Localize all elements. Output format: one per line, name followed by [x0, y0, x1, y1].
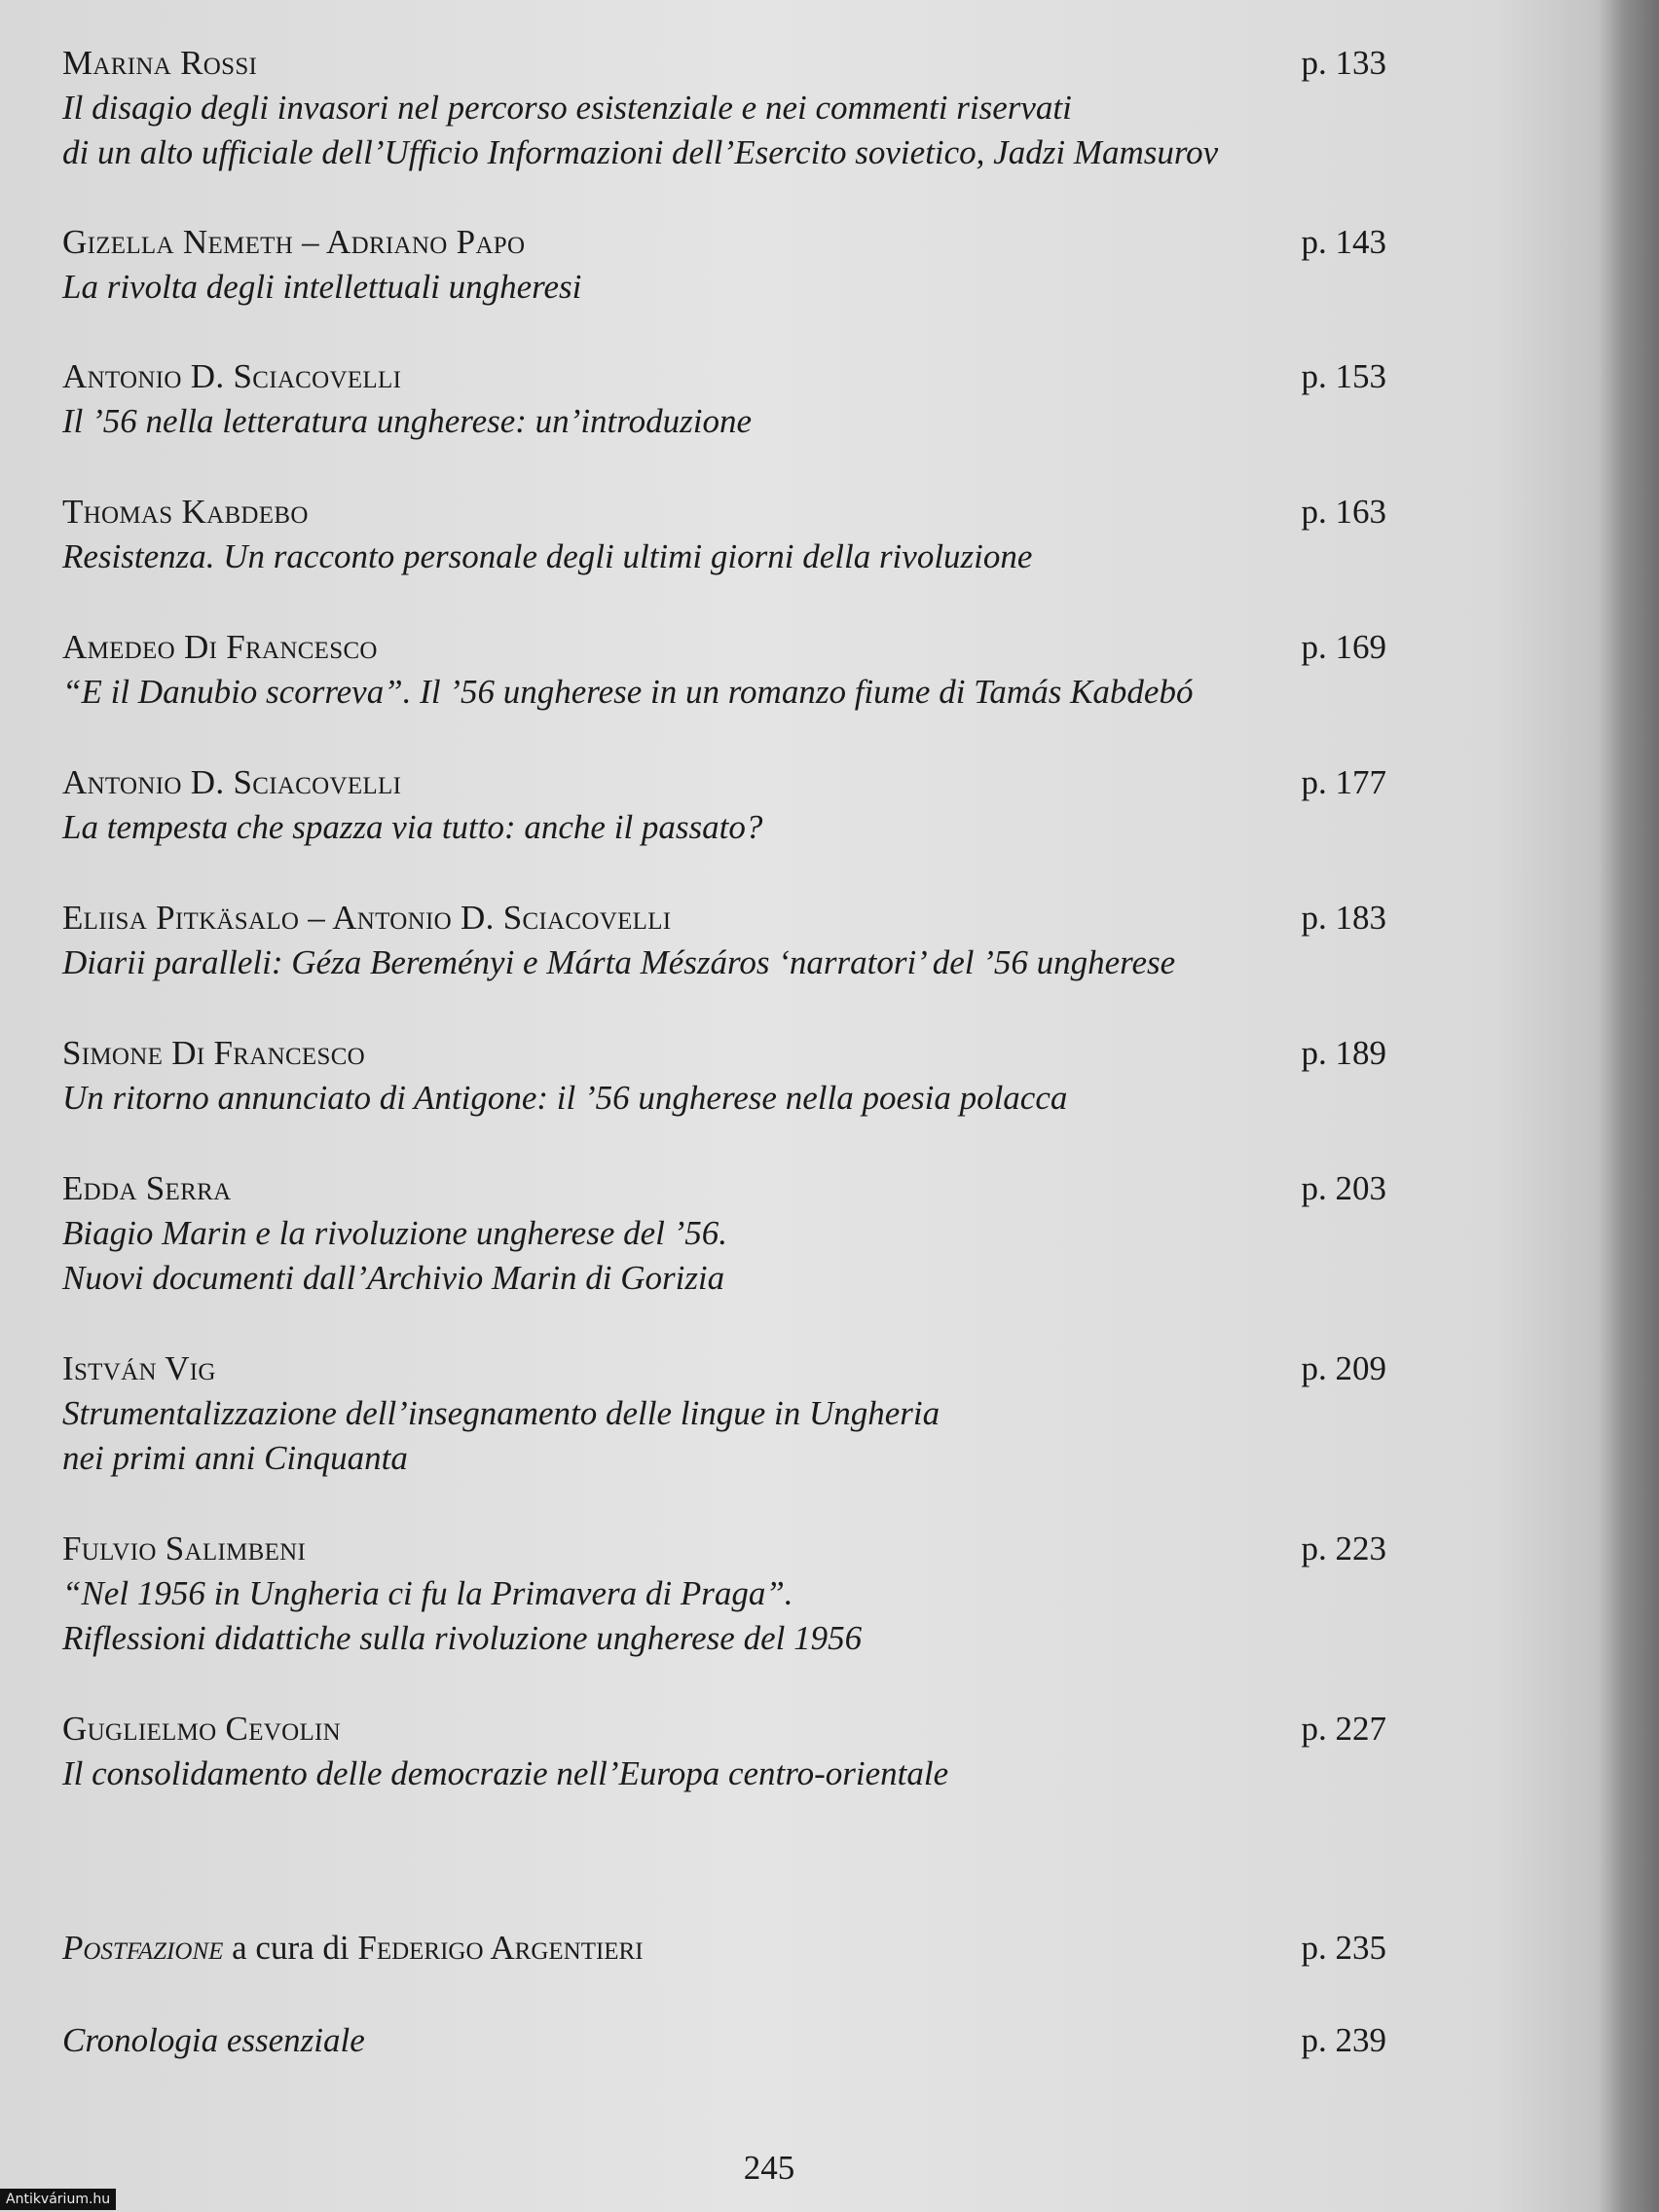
- toc-page-ref: p. 209: [1301, 1349, 1386, 1387]
- postfazione-page: p. 235: [1301, 1929, 1386, 1967]
- toc-page-ref: p. 203: [1301, 1169, 1386, 1207]
- toc-title-line: Biagio Marin e la rivoluzione ungherese del ’56.: [62, 1214, 728, 1252]
- toc-title-line: Strumentalizzazione dell’insegnamento delle lingue in Ungheria: [62, 1394, 940, 1432]
- toc-author: Antonio D. Sciacovelli: [62, 357, 402, 395]
- toc-title-line: Il disagio degli invasori nel percorso esistenziale e nei commenti riservati: [62, 89, 1072, 127]
- toc-title-line: “Nel 1956 in Ungheria ci fu la Primavera di Praga”.: [62, 1574, 793, 1612]
- toc-title-line: Resistenza. Un racconto personale degli ultimi giorni della rivoluzione: [62, 537, 1033, 575]
- postfazione-label: Postfazione: [62, 1929, 224, 1967]
- toc-page-ref: p. 143: [1301, 223, 1386, 261]
- toc-entry: [62, 354, 1386, 444]
- cronologia-entry: [62, 2018, 1386, 2063]
- toc-page-ref: p. 133: [1301, 44, 1386, 82]
- cronologia-label: Cronologia essenziale: [62, 2021, 365, 2059]
- toc-title-line: nei primi anni Cinquanta: [62, 1439, 408, 1477]
- toc-title-line: Diarii paralleli: Géza Bereményi e Márta Mészáros ‘narratori’ del ’56 ungherese: [62, 943, 1176, 981]
- toc-author: Antonio D. Sciacovelli: [62, 763, 402, 801]
- toc-page-ref: p. 183: [1301, 899, 1386, 937]
- toc-page-ref: p. 223: [1301, 1530, 1386, 1567]
- toc-title-line: di un alto ufficiale dell’Ufficio Informazioni dell’Esercito sovietico, Jadzi Mamsurov: [62, 133, 1219, 171]
- toc-page-ref: p. 163: [1301, 493, 1386, 531]
- toc-author: Amedeo Di Francesco: [62, 628, 378, 666]
- toc-author: Gizella Nemeth – Adriano Papo: [62, 223, 526, 261]
- toc-entry: [62, 760, 1386, 850]
- toc-entry: [62, 896, 1386, 985]
- toc-title-line: Un ritorno annunciato di Antigone: il ’56 ungherese nella poesia polacca: [62, 1079, 1068, 1117]
- toc-title-line: La rivolta degli intellettuali ungheresi: [62, 268, 582, 306]
- toc-author: Eliisa Pitkäsalo – Antonio D. Sciacovelli: [62, 899, 672, 937]
- toc-entry: [62, 490, 1386, 579]
- toc-author: Edda Serra: [62, 1169, 232, 1207]
- toc-title-line: Riflessioni didattiche sulla rivoluzione ungherese del 1956: [62, 1619, 863, 1657]
- toc-entry: [62, 41, 1386, 175]
- toc-page-ref: p. 189: [1301, 1034, 1386, 1072]
- toc-entry: [62, 1346, 1386, 1481]
- toc-title-line: Il consolidamento delle democrazie nell’Europa centro-orientale: [62, 1754, 949, 1792]
- cronologia-page: p. 239: [1301, 2021, 1386, 2059]
- toc-entry: [62, 220, 1386, 310]
- watermark-logo: Antikvárium.hu: [0, 2189, 116, 2210]
- toc-title-line: “E il Danubio scorreva”. Il ’56 ungherese in un romanzo fiume di Tamás Kabdebó: [62, 673, 1194, 711]
- toc-page-ref: p. 227: [1301, 1710, 1386, 1748]
- toc-page-ref: p. 177: [1301, 763, 1386, 801]
- toc-author: Thomas Kabdebo: [62, 493, 309, 531]
- toc-author: Guglielmo Cevolin: [62, 1710, 342, 1748]
- toc-page-ref: p. 153: [1301, 357, 1386, 395]
- toc-page-ref: p. 169: [1301, 628, 1386, 666]
- toc-author: István Vig: [62, 1349, 216, 1387]
- toc-title-line: La tempesta che spazza via tutto: anche il passato?: [62, 808, 763, 846]
- toc-entry: [62, 625, 1386, 715]
- toc-title-line: Nuovi documenti dall’Archivio Marin di Gorizia: [62, 1259, 725, 1297]
- postfazione-entry: [62, 1926, 1386, 1971]
- page-edge-shadow: [1601, 0, 1659, 2212]
- page-number: 245: [743, 2149, 795, 2187]
- postfazione-line: [62, 1926, 1386, 1971]
- toc-author: Simone Di Francesco: [62, 1034, 366, 1072]
- toc-author: Marina Rossi: [62, 44, 258, 82]
- toc-entry: [62, 1166, 1386, 1301]
- postfazione-editor: Federigo Argentieri: [357, 1929, 644, 1967]
- toc-entry: [62, 1527, 1386, 1661]
- toc-author: Fulvio Salimbeni: [62, 1530, 307, 1567]
- toc-entry: [62, 1707, 1386, 1796]
- toc-title-line: Il ’56 nella letteratura ungherese: un’introduzione: [62, 402, 752, 440]
- postfazione-mid: a cura di: [223, 1929, 358, 1967]
- toc-entry: [62, 1031, 1386, 1121]
